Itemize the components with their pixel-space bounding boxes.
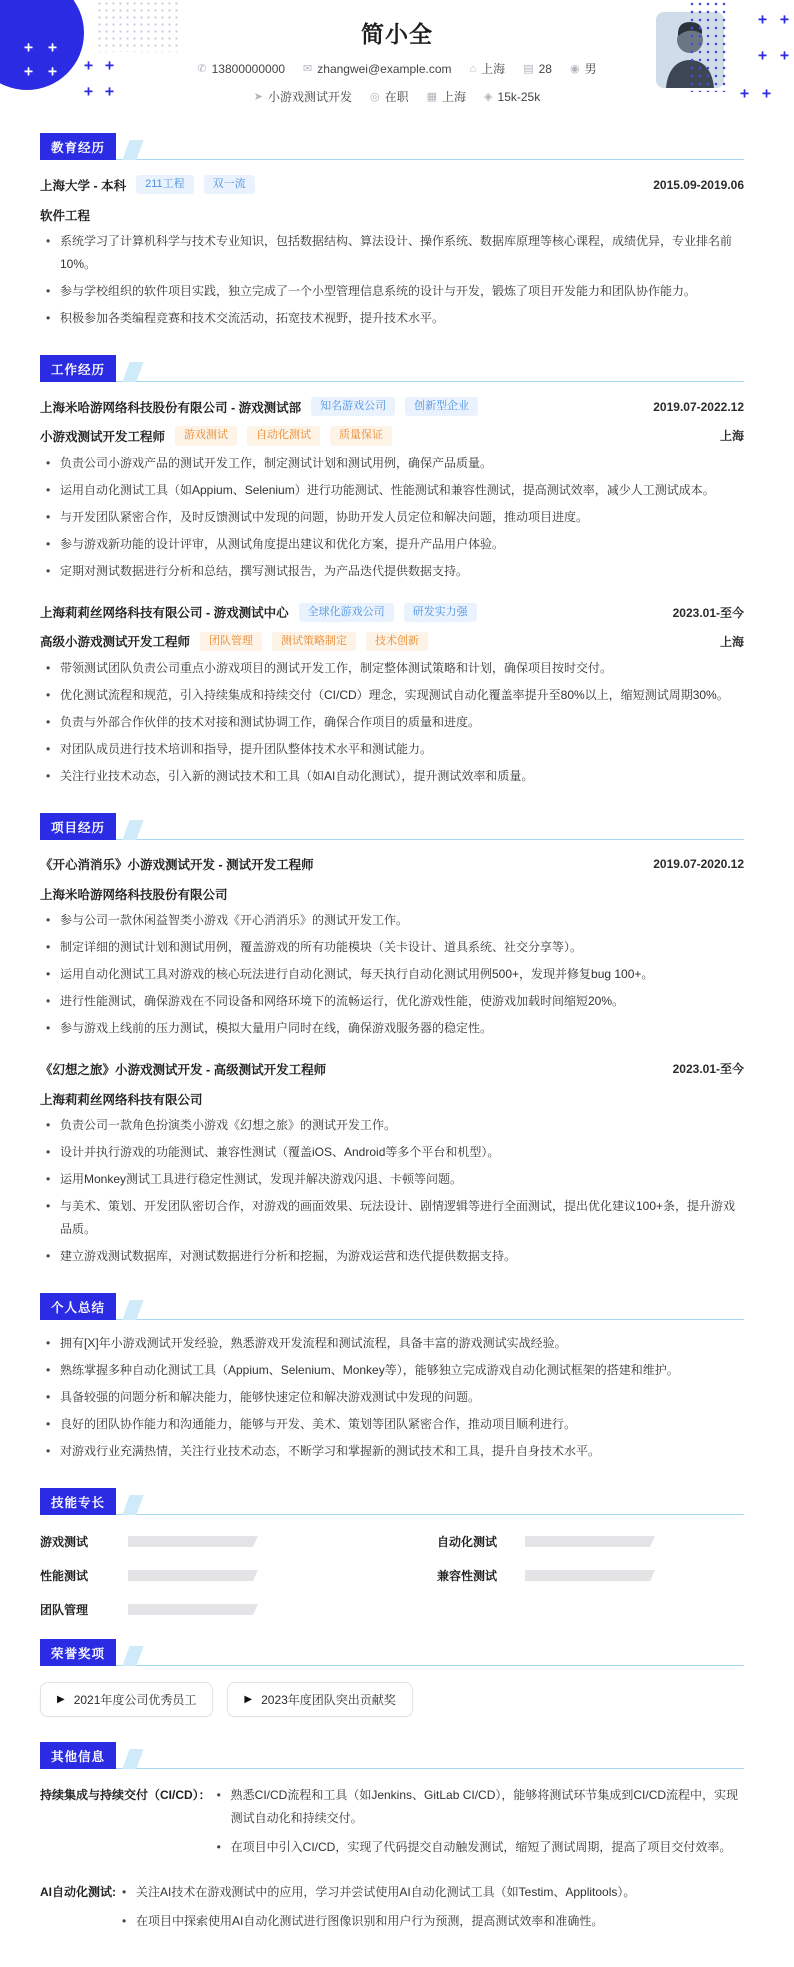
bullet-item: • 拥有[X]年小游戏测试开发经验，熟悉游戏开发流程和测试流程，具备丰富的游戏测试实战经验。 bbox=[40, 1332, 744, 1355]
bullet-item: • 关注行业技术动态，引入新的测试技术和工具（如AI自动化测试），提升测试效率和质量。 bbox=[40, 765, 744, 788]
company-name: 上海米哈游网络科技股份有限公司 - 游戏测试部 bbox=[40, 400, 302, 415]
salary-value: 15k-25k bbox=[497, 89, 541, 104]
work-entry bbox=[40, 397, 744, 582]
section-header bbox=[40, 1745, 744, 1769]
section-header bbox=[40, 1296, 744, 1320]
section-header bbox=[40, 816, 744, 840]
project-date: 2019.07-2020.12 bbox=[653, 856, 744, 871]
skill-label: 自动化测试 bbox=[437, 1534, 498, 1549]
skill-row bbox=[40, 1533, 347, 1550]
skill-row bbox=[40, 1567, 347, 1584]
bullet-item: • 良好的团队协作能力和沟通能力，能够与开发、美术、策划等团队紧密合作，推动项目顺利进行。 bbox=[40, 1413, 744, 1436]
city-value: 上海 bbox=[442, 90, 467, 104]
section-title-badge: 教育经历 bbox=[40, 133, 116, 160]
school-name: 上海大学 - 本科 bbox=[40, 178, 127, 193]
job-intention-value: 小游戏测试开发 bbox=[267, 90, 352, 104]
section-education bbox=[0, 136, 794, 330]
bullet-item: • 对团队成员进行技术培训和指导，提升团队整体技术水平和测试能力。 bbox=[40, 738, 744, 761]
role-tag: 技术创新 bbox=[366, 632, 428, 651]
skill-label: 游戏测试 bbox=[40, 1534, 89, 1549]
section-title-badge: 个人总结 bbox=[40, 1293, 116, 1320]
award-item bbox=[40, 1682, 213, 1717]
skill-bar bbox=[128, 1536, 258, 1547]
major-name: 软件工程 bbox=[40, 209, 91, 224]
age-icon: ▤ bbox=[523, 63, 534, 75]
project-name: 《开心消消乐》小游戏测试开发 - 测试开发工程师 bbox=[40, 857, 314, 872]
badge-shadow bbox=[122, 820, 143, 840]
decor-plus-icon: + bbox=[84, 56, 94, 74]
section-header bbox=[40, 136, 744, 160]
bullet-item: • 负责与外部合作伙伴的技术对接和测试协调工作，确保合作项目的质量和进度。 bbox=[40, 711, 744, 734]
contact-job-intention bbox=[254, 88, 352, 105]
education-entry bbox=[40, 175, 744, 330]
skills-grid bbox=[40, 1533, 744, 1618]
role-tag: 游戏测试 bbox=[175, 426, 237, 445]
bullet-item: • 优化测试流程和规范，引入持续集成和持续交付（CI/CD）理念，实现测试自动化覆盖率提升至80%以上，缩短测试周期30%。 bbox=[40, 684, 744, 707]
bullet-item: • 关注AI技术在游戏测试中的应用，学习并尝试使用AI自动化测试工具（如Testim、Applitools）。 bbox=[116, 1881, 744, 1904]
bullet-item: • 对游戏行业充满热情，关注行业技术动态，不断学习和掌握新的测试技术和工具，提升自身技术水平。 bbox=[40, 1440, 744, 1463]
section-projects bbox=[0, 816, 794, 1268]
decor-plus-icon: + bbox=[24, 38, 34, 56]
decor-plus-icon: + bbox=[758, 10, 768, 28]
award-item bbox=[227, 1682, 412, 1717]
decor-plus-icon: + bbox=[758, 46, 768, 64]
education-bullets bbox=[40, 230, 744, 330]
bullet-item: • 带领测试团队负责公司重点小游戏项目的测试开发工作，制定整体测试策略和计划，确保项目按时交付。 bbox=[40, 657, 744, 680]
play-icon: ▶ bbox=[57, 1693, 65, 1705]
company-name: 上海莉莉丝网络科技有限公司 - 游戏测试中心 bbox=[40, 606, 289, 621]
company-tag: 全球化游戏公司 bbox=[299, 603, 394, 622]
badge-shadow bbox=[122, 1749, 143, 1769]
contact-email bbox=[303, 62, 451, 76]
resume-header bbox=[0, 0, 794, 108]
project-entry bbox=[40, 1060, 744, 1268]
email-value: zhangwei@example.com bbox=[317, 61, 452, 76]
location-icon: ⌂ bbox=[469, 62, 477, 75]
section-awards bbox=[0, 1642, 794, 1717]
bullet-item: • 在项目中引入CI/CD，实现了代码提交自动触发测试，缩短了测试周期，提高了项目交付效率。 bbox=[211, 1836, 744, 1859]
bullet-item: • 制定详细的测试计划和测试用例，覆盖游戏的所有功能模块（关卡设计、道具系统、社交分享等）。 bbox=[40, 936, 744, 959]
skill-label: 团队管理 bbox=[40, 1602, 89, 1617]
company-tag: 知名游戏公司 bbox=[311, 397, 395, 416]
decor-plus-icon: + bbox=[24, 62, 34, 80]
other-bullets bbox=[116, 1881, 744, 1933]
school-tag: 211工程 bbox=[136, 175, 194, 194]
salary-icon: ◈ bbox=[484, 91, 493, 103]
awards-list bbox=[40, 1682, 744, 1717]
education-date: 2015.09-2019.06 bbox=[653, 177, 744, 192]
skill-row bbox=[40, 1601, 347, 1618]
skill-row bbox=[437, 1567, 744, 1584]
section-skills bbox=[0, 1491, 794, 1618]
section-header bbox=[40, 1642, 744, 1666]
role-tag: 质量保证 bbox=[330, 426, 392, 445]
summary-bullets bbox=[40, 1332, 744, 1463]
project-company: 上海米哈游网络科技股份有限公司 bbox=[40, 887, 228, 902]
badge-shadow bbox=[122, 362, 143, 382]
other-bullets bbox=[211, 1784, 744, 1859]
section-work bbox=[0, 358, 794, 788]
section-other bbox=[0, 1745, 794, 1933]
work-location: 上海 bbox=[719, 634, 744, 649]
award-label: 2023年度团队突出贡献奖 bbox=[261, 1692, 396, 1707]
contact-row-2 bbox=[0, 84, 794, 105]
role-tag: 团队管理 bbox=[200, 632, 262, 651]
bullet-item: • 参与游戏上线前的压力测试，模拟大量用户同时在线，确保游戏服务器的稳定性。 bbox=[40, 1017, 744, 1040]
work-date: 2019.07-2022.12 bbox=[653, 399, 744, 414]
section-header bbox=[40, 1491, 744, 1515]
badge-shadow bbox=[122, 1300, 143, 1320]
project-date: 2023.01-至今 bbox=[672, 1062, 744, 1077]
bullet-item: • 运用自动化测试工具（如Appium、Selenium）进行功能测试、性能测试和兼容性测试，提高测试效率，减少人工测试成本。 bbox=[40, 479, 744, 502]
project-name: 《幻想之旅》小游戏测试开发 - 高级测试开发工程师 bbox=[40, 1062, 327, 1077]
job-title: 高级小游戏测试开发工程师 bbox=[40, 635, 191, 650]
skill-label: 兼容性测试 bbox=[437, 1568, 498, 1583]
decor-dot-grid bbox=[96, 0, 182, 52]
work-date: 2023.01-至今 bbox=[672, 605, 744, 620]
gender-value: 男 bbox=[584, 62, 597, 76]
contact-job-status bbox=[370, 88, 409, 105]
project-entry bbox=[40, 855, 744, 1040]
bullet-item: • 具备较强的问题分析和解决能力，能够快速定位和解决游戏测试中发现的问题。 bbox=[40, 1386, 744, 1409]
other-group-label: AI自动化测试: bbox=[40, 1884, 116, 1899]
bullet-item: • 参与学校组织的软件项目实践，独立完成了一个小型管理信息系统的设计与开发，锻炼了项目开发能力和团队协作能力。 bbox=[40, 280, 744, 303]
skill-bar bbox=[525, 1536, 655, 1547]
decor-plus-icon: + bbox=[740, 84, 750, 102]
job-title: 小游戏测试开发工程师 bbox=[40, 429, 166, 444]
bullet-item: • 参与公司一款休闲益智类小游戏《开心消消乐》的测试开发工作。 bbox=[40, 909, 744, 932]
project-bullets bbox=[40, 1114, 744, 1268]
company-tag: 创新型企业 bbox=[405, 397, 478, 416]
phone-icon: ✆ bbox=[197, 63, 207, 75]
badge-shadow bbox=[122, 1495, 143, 1515]
company-tag: 研发实力强 bbox=[404, 603, 477, 622]
skill-label: 性能测试 bbox=[40, 1568, 89, 1583]
skill-row bbox=[437, 1533, 744, 1550]
bullet-item: • 熟练掌握多种自动化测试工具（Appium、Selenium、Monkey等），能够独立完成游戏自动化测试框架的搭建和维护。 bbox=[40, 1359, 744, 1382]
bullet-item: • 熟悉CI/CD流程和工具（如Jenkins、GitLab CI/CD），能够将测试环节集成到CI/CD流程中，实现测试自动化和持续交付。 bbox=[211, 1784, 744, 1830]
skill-bar bbox=[128, 1570, 258, 1581]
section-title-badge: 其他信息 bbox=[40, 1742, 116, 1769]
bullet-item: • 定期对测试数据进行分析和总结，撰写测试报告，为产品迭代提供数据支持。 bbox=[40, 560, 744, 583]
award-label: 2021年度公司优秀员工 bbox=[73, 1692, 197, 1707]
bullet-item: • 在项目中探索使用AI自动化测试进行图像识别和用户行为预测，提高测试效率和准确性。 bbox=[116, 1910, 744, 1933]
play-icon: ▶ bbox=[244, 1693, 253, 1705]
contact-gender bbox=[570, 60, 597, 77]
skill-bar bbox=[128, 1604, 258, 1615]
other-group bbox=[40, 1881, 744, 1933]
section-title-badge: 荣誉奖项 bbox=[40, 1639, 116, 1666]
decor-plus-icon: + bbox=[48, 62, 58, 80]
bullet-item: • 积极参加各类编程竞赛和技术交流活动，拓宽技术视野，提升技术水平。 bbox=[40, 307, 744, 330]
bullet-item: • 运用自动化测试工具对游戏的核心玩法进行自动化测试，每天执行自动化测试用例500+，发现并修复bug 100+。 bbox=[40, 963, 744, 986]
section-title-badge: 工作经历 bbox=[40, 355, 116, 382]
role-tag: 自动化测试 bbox=[247, 426, 320, 445]
phone-value: 13800000000 bbox=[211, 61, 286, 76]
age-value: 28 bbox=[538, 61, 552, 76]
decor-plus-icon: + bbox=[780, 10, 790, 28]
city-icon: ▦ bbox=[426, 91, 438, 103]
job-intention-icon: ➤ bbox=[253, 91, 263, 103]
project-company: 上海莉莉丝网络科技有限公司 bbox=[40, 1092, 203, 1107]
bullet-item: • 负责公司一款角色扮演类小游戏《幻想之旅》的测试开发工作。 bbox=[40, 1114, 744, 1137]
role-tag: 测试策略制定 bbox=[272, 632, 356, 651]
bullet-item: • 与美术、策划、开发团队密切合作，对游戏的画面效果、玩法设计、剧情逻辑等进行全面测试，提出优化建议100+条，提升游戏品质。 bbox=[40, 1195, 744, 1241]
bullet-item: • 运用Monkey测试工具进行稳定性测试，发现并解决游戏闪退、卡顿等问题。 bbox=[40, 1168, 744, 1191]
decor-plus-icon: + bbox=[105, 56, 115, 74]
section-summary bbox=[0, 1296, 794, 1463]
work-bullets bbox=[40, 657, 744, 788]
work-entry bbox=[40, 603, 744, 788]
badge-shadow bbox=[122, 140, 143, 160]
contact-phone bbox=[197, 62, 285, 76]
job-status-value: 在职 bbox=[384, 90, 409, 104]
bullet-item: • 负责公司小游戏产品的测试开发工作，制定测试计划和测试用例，确保产品质量。 bbox=[40, 452, 744, 475]
decor-plus-icon: + bbox=[105, 82, 115, 100]
bullet-item: • 进行性能测试，确保游戏在不同设备和网络环境下的流畅运行，优化游戏性能，使游戏加载时间缩短20%。 bbox=[40, 990, 744, 1013]
contact-city bbox=[427, 88, 466, 105]
bullet-item: • 设计并执行游戏的功能测试、兼容性测试（覆盖iOS、Android等多个平台和机型）。 bbox=[40, 1141, 744, 1164]
section-header bbox=[40, 358, 744, 382]
decor-plus-icon: + bbox=[780, 46, 790, 64]
contact-location bbox=[470, 60, 506, 77]
decor-plus-icon: + bbox=[762, 84, 772, 102]
school-tag: 双一流 bbox=[204, 175, 255, 194]
decor-plus-icon: + bbox=[84, 82, 94, 100]
decor-plus-icon: + bbox=[48, 38, 58, 56]
email-icon: ✉ bbox=[303, 63, 313, 75]
gender-icon: ◉ bbox=[569, 63, 580, 75]
location-value: 上海 bbox=[481, 62, 506, 76]
project-bullets bbox=[40, 909, 744, 1040]
job-status-icon: ◎ bbox=[370, 91, 380, 103]
bullet-item: • 与开发团队紧密合作，及时反馈测试中发现的问题，协助开发人员定位和解决问题，推动项目进度。 bbox=[40, 506, 744, 529]
candidate-name: 简小全 bbox=[361, 21, 433, 47]
skill-bar bbox=[525, 1570, 655, 1581]
decor-dot-grid bbox=[688, 0, 730, 92]
bullet-item: • 建立游戏测试数据库，对测试数据进行分析和挖掘，为游戏运营和迭代提供数据支持。 bbox=[40, 1245, 744, 1268]
section-title-badge: 技能专长 bbox=[40, 1488, 116, 1515]
badge-shadow bbox=[122, 1646, 143, 1666]
bullet-item: • 系统学习了计算机科学与技术专业知识，包括数据结构、算法设计、操作系统、数据库原理等核心课程，成绩优异，专业排名前10%。 bbox=[40, 230, 744, 276]
work-bullets bbox=[40, 452, 744, 583]
other-group-label: 持续集成与持续交付（CI/CD）： bbox=[40, 1787, 211, 1802]
other-group bbox=[40, 1784, 744, 1859]
contact-salary bbox=[484, 90, 540, 104]
bullet-item: • 参与游戏新功能的设计评审，从测试角度提出建议和优化方案，提升产品用户体验。 bbox=[40, 533, 744, 556]
section-title-badge: 项目经历 bbox=[40, 813, 116, 840]
work-location: 上海 bbox=[719, 429, 744, 444]
contact-age bbox=[523, 62, 552, 76]
